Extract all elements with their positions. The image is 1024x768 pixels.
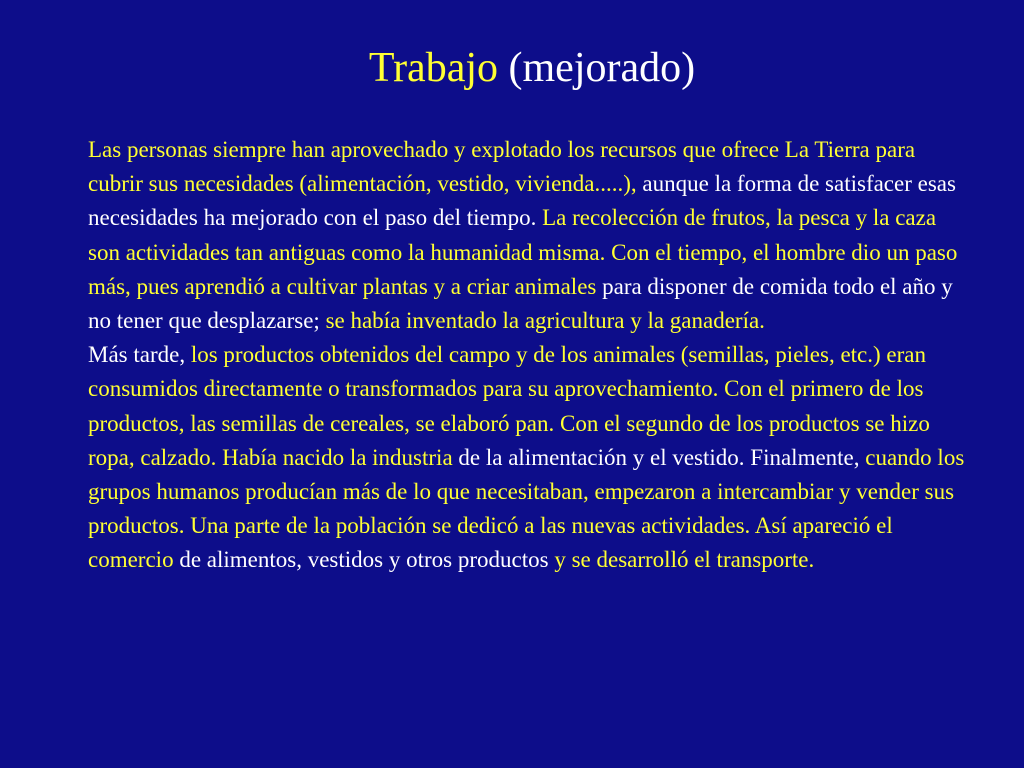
paragraph-1-segment-4: para disponer de comida todo el año y no tener que desplazarse; xyxy=(88,273,953,334)
paragraph-2-segment-2: los productos obtenidos del campo y de los animales (semillas, pieles, etc.) eran consumidos directamente o transformados para su aprovechamiento. Con el primero de los productos, las semillas de cereales, se elaboró pan. Con el segundo de los productos se hizo ropa, calzado. Había nacido la industria xyxy=(88,342,930,470)
paragraph-1-segment-2: aunque la forma de satisfacer esas necesidades ha mejorado con el paso del tiempo. xyxy=(88,171,956,231)
paragraph-1-segment-5: se había inventado la agricultura y la ganadería. xyxy=(319,308,765,334)
paragraph-1 xyxy=(88,133,968,338)
paragraph-2-segment-1: Más tarde, xyxy=(88,342,186,368)
paragraph-2-segment-4: cuando los grupos humanos producían más de lo que necesitaban, empezaron a intercambiar y vender sus productos. Una parte de la población se dedicó a las nuevas actividades. Así apareció el comercio xyxy=(88,444,965,573)
paragraph-2-segment-5: de alimentos, vestidos y otros productos xyxy=(173,547,549,573)
title-main: Trabajo xyxy=(368,45,499,91)
paragraph-1-segment-3: La recolección de frutos, la pesca y la caza son actividades tan antiguas como la humanidad misma. Con el tiempo, el hombre dio un paso más, pues aprendió a cultivar plantas y a criar animales xyxy=(88,205,958,299)
title-sub: (mejorado) xyxy=(508,45,696,91)
paragraph-2-segment-6: y se desarrolló el transporte. xyxy=(548,547,815,573)
slide-title xyxy=(0,40,1024,96)
slide-body xyxy=(88,133,968,578)
paragraph-2-segment-3: de la alimentación y el vestido. Finalmente, xyxy=(452,444,860,470)
paragraph-1-segment-1: Las personas siempre han aprovechado y explotado los recursos que ofrece La Tierra para cubrir sus necesidades (alimentación, vestido, vivienda.....), xyxy=(88,137,916,197)
paragraph-2 xyxy=(88,338,968,577)
